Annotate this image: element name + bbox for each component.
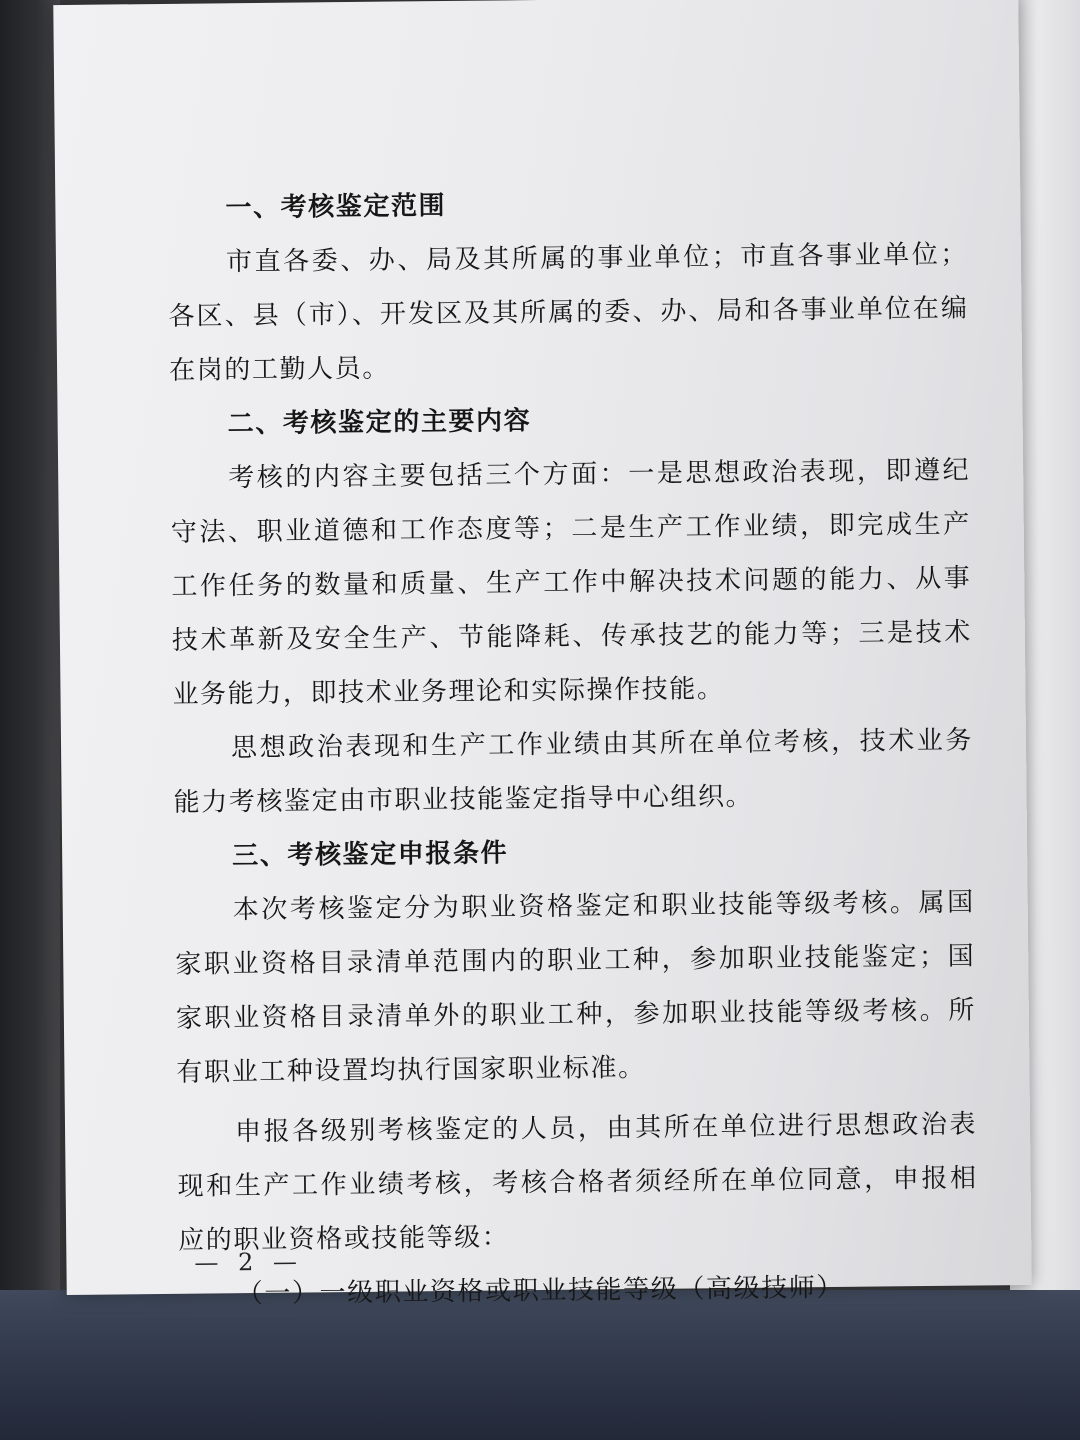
document-body	[167, 174, 979, 1322]
paragraph-scope: 市直各委、办、局及其所属的事业单位；市直各事业单位；各区、县（市）、开发区及其所属的委、办、局和各事业单位在编在岗的工勤人员。	[168, 239, 969, 386]
paragraph-conditions-apply: 申报各级别考核鉴定的人员，由其所在单位进行思想政治表现和生产工作业绩考核，考核合格者须经所在单位同意，申报相应的职业资格或技能等级：	[177, 1109, 978, 1256]
paragraph-conditions-type: 本次考核鉴定分为职业资格鉴定和职业技能等级考核。属国家职业资格目录清单范围内的职业工种，参加职业技能鉴定；国家职业资格目录清单外的职业工种，参加职业技能等级考核。所有职业工种设置均执行国家职业标准。	[175, 887, 977, 1088]
page-number: — 2 —	[194, 1247, 304, 1277]
section-heading-3: 三、考核鉴定申报条件	[232, 838, 509, 872]
paragraph-content-org: 思想政治表现和生产工作业绩由其所在单位考核，技术业务能力考核鉴定由市职业技能鉴定指导中心组织。	[173, 725, 974, 818]
document-page	[53, 0, 1031, 1310]
section-heading-2: 二、考核鉴定的主要内容	[227, 406, 532, 440]
background-desk-left	[0, 0, 60, 1440]
paragraph-content-main: 考核的内容主要包括三个方面：一是思想政治表现，即遵纪守法、职业道德和工作态度等；二是生产工作业绩，即完成生产工作任务的数量和质量、生产工作中解决技术问题的能力、从事技术革新及安全生产、节能降耗、传承技艺的能力等；三是技术业务能力，即技术业务理论和实际操作技能。	[170, 455, 973, 710]
subsection-heading-level-1: （一）一级职业资格或职业技能等级（高级技师）	[236, 1272, 845, 1310]
section-heading-1: 一、考核鉴定范围	[225, 190, 447, 224]
